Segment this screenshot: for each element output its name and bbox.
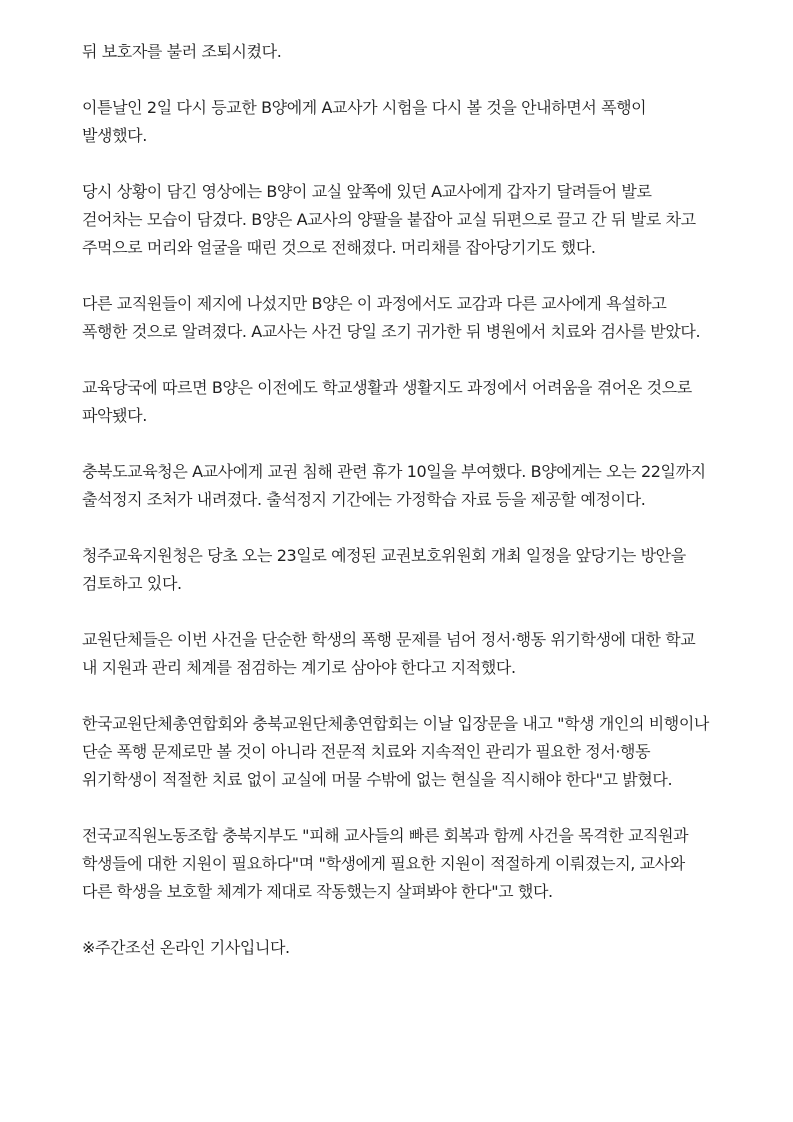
article-paragraph: 한국교원단체총연합회와 충북교원단체총연합회는 이날 입장문을 내고 "학생 개인의 비행이나 단순 폭행 문제로만 볼 것이 아니라 전문적 치료와 지속적인 관리가 필요한 정서·행동 위기학생이 적절한 치료 없이 교실에 머물 수밖에 없는 현실을 직시해야 한다"고 밝혔다. — [82, 714, 709, 789]
article-footnote: ※주간조선 온라인 기사입니다. — [82, 938, 290, 957]
article-paragraph: 다른 교직원들이 제지에 나섰지만 B양은 이 과정에서도 교감과 다른 교사에게 욕설하고 폭행한 것으로 알려졌다. A교사는 사건 당일 조기 귀가한 뒤 병원에서 치료와 검사를 받았다. — [82, 294, 701, 341]
article-paragraph: 이튿날인 2일 다시 등교한 B양에게 A교사가 시험을 다시 볼 것을 안내하면서 폭행이 발생했다. — [82, 98, 647, 145]
article-paragraph: 교원단체들은 이번 사건을 단순한 학생의 폭행 문제를 넘어 정서·행동 위기학생에 대한 학교 내 지원과 관리 체계를 점검하는 계기로 삼아야 한다고 지적했다. — [82, 630, 696, 677]
article-paragraph: 교육당국에 따르면 B양은 이전에도 학교생활과 생활지도 과정에서 어려움을 겪어온 것으로 파악됐다. — [82, 378, 692, 425]
article-paragraph: 충북도교육청은 A교사에게 교권 침해 관련 휴가 10일을 부여했다. B양에게는 오는 22일까지 출석정지 조처가 내려졌다. 출석정지 기간에는 가정학습 자료 등을 제공할 예정이다. — [82, 462, 706, 509]
article-body — [82, 38, 714, 990]
article-paragraph: 청주교육지원청은 당초 오는 23일로 예정된 교권보호위원회 개최 일정을 앞당기는 방안을 검토하고 있다. — [82, 546, 686, 593]
article-paragraph: 당시 상황이 담긴 영상에는 B양이 교실 앞쪽에 있던 A교사에게 갑자기 달려들어 발로 걷어차는 모습이 담겼다. B양은 A교사의 양팔을 붙잡아 교실 뒤편으로 끌고 간 뒤 발로 차고 주먹으로 머리와 얼굴을 때린 것으로 전해졌다. 머리채를 잡아당기기도 했다. — [82, 182, 696, 257]
article-paragraph: 전국교직원노동조합 충북지부도 "피해 교사들의 빠른 회복과 함께 사건을 목격한 교직원과 학생들에 대한 지원이 필요하다"며 "학생에게 필요한 지원이 적절하게 이뤄졌는지, 교사와 다른 학생을 보호할 체계가 제대로 작동했는지 살펴봐야 한다"고 했다. — [82, 826, 689, 901]
article-paragraph: 뒤 보호자를 불러 조퇴시켰다. — [82, 42, 282, 61]
